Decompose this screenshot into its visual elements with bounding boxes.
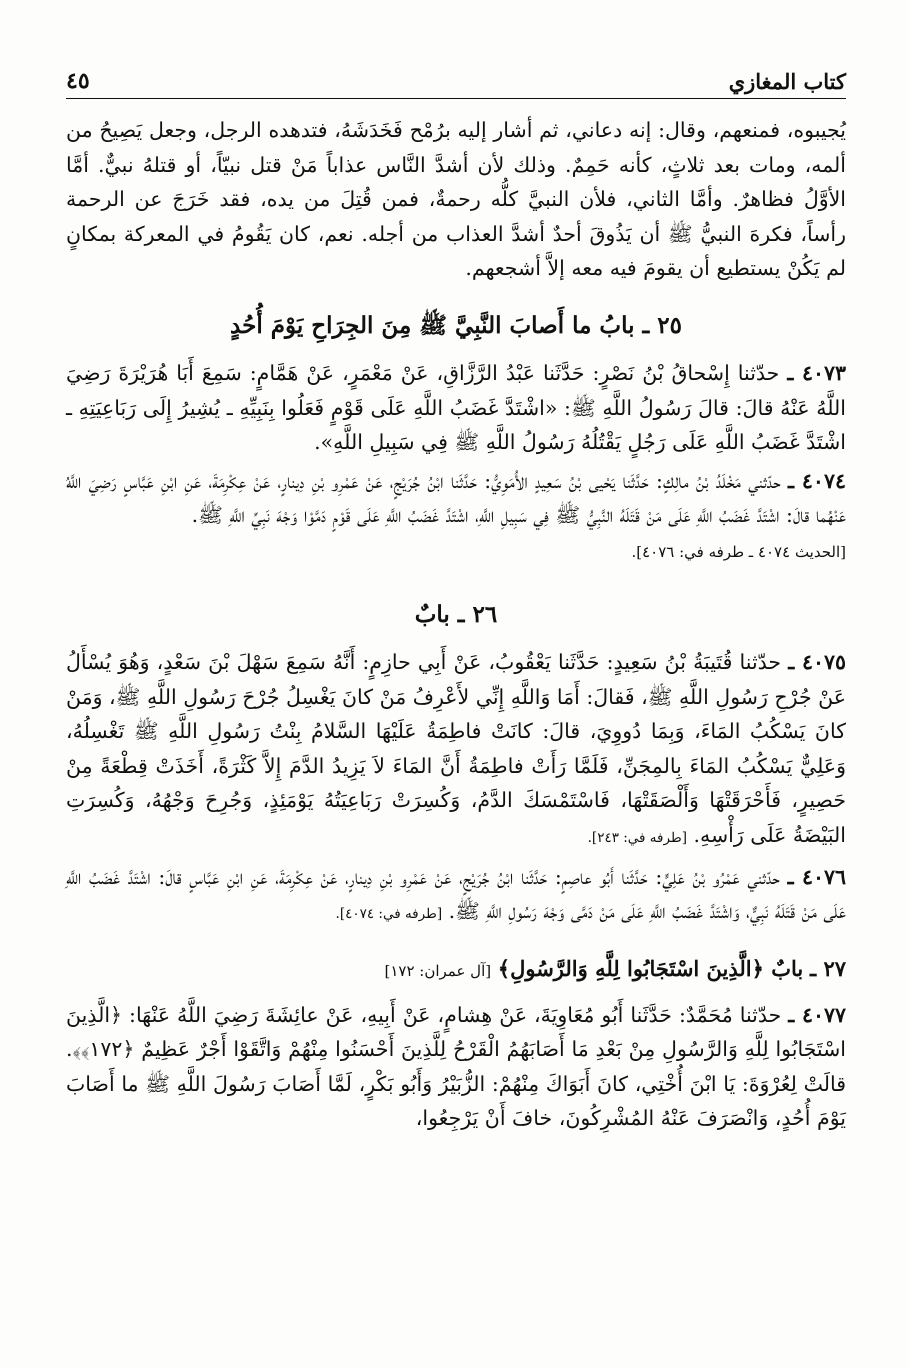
hadith-4077 [66, 998, 846, 1136]
hadith-4076 [66, 860, 846, 932]
chapter-26-heading: ٢٦ ـ بابٌ [414, 600, 498, 628]
quran-reference: [آل عمران: ١٧٢] [384, 961, 492, 980]
hadith-text: حدّثنا مُحَمَّدٌ: حَدَّثَنا أَبُو مُعَاوِيَةَ، عَنْ هِشامٍ، عَنْ أَبِيهِ، عَنْ عائِشَةَ رَضِيَ اللَّهُ عَنْهَا: ﴿الَّذِينَ اسْتَجَابُوا لِلَّهِ وَالرَّسُولِ مِنْ بَعْدِ مَا أَصَابَهُمُ الْقَرْحُ لِلَّذِينَ أَحْسَنُوا مِنْهُمْ وَاتَّقَوْا أَجْرٌ عَظِيمٌ ﴿١٧٢﴾﴾. قالَتْ لِعُرْوَةَ: يَا ابْنَ أُخْتِي، كانَ أَبَوَاكَ مِنْهُمْ: الزُّبَيْرُ وَأَبُو بَكْرٍ، لَمَّا أَصَابَ رَسُولَ اللَّهِ ﷺ ما أَصَابَ يَوْمَ أُحُدٍ، وَانْصَرَفَ عَنْهُ المُشْرِكُونَ، خافَ أَنْ يَرْجِعُوا، [66, 1002, 846, 1131]
hadith-text: حدّثني مَخْلَدُ بْنُ مالِكٍ: حَدَّثَنا يَحْيى بْنُ سَعِيدٍ الأُمَوِيُّ: حَدَّثَنا ابْنُ جُرَيْجٍ، عَنْ عَمْرِو بْنِ دِينارٍ، عَنْ عِكْرِمَةَ، عَنِ ابْنِ عَبَّاسٍ رَضِيَ اللَّهُ عَنْهُما قالَ: اشْتَدَّ غَضَبُ اللَّهِ عَلَى مَنْ قَتَلَهُ النَّبِيُّ ﷺ فِي سَبِيلِ اللَّهِ، اشْتَدَّ غَضَبُ اللَّهِ عَلَى قَوْمٍ دَمَّوْا وَجْهَ نَبِيِّ اللَّهِ ﷺ. [66, 468, 846, 528]
page-number: ٤٥ [66, 68, 90, 94]
hadith-reference: [طرفه في: ٤٠٧٤]. [335, 906, 443, 923]
chapter-number: ٢٧ ـ [809, 955, 846, 981]
book-title: كتاب المغازي [728, 69, 846, 94]
hadith-4075 [66, 645, 846, 856]
hadith-cross-reference-note: [الحديث ٤٠٧٤ ـ طرفه في: ٤٠٧٦]. [631, 542, 846, 561]
hadith-4074 [66, 464, 846, 533]
document-page [66, 60, 846, 1136]
header-rule [66, 98, 846, 99]
hadith-number: ٤٠٧٣ ـ [787, 360, 846, 385]
hadith-number: ٤٠٧٦ ـ [787, 864, 846, 889]
hadith-number: ٤٠٧٥ ـ [788, 649, 846, 674]
hadith-number: ٤٠٧٧ ـ [788, 1002, 846, 1027]
hadith-text: حدّثنا قُتَيبَةُ بْنُ سَعِيدٍ: حَدَّثَنا يَعْقُوبُ، عَنْ أَبِي حازِمٍ: أَنَّهُ سَمِعَ سَهْلَ بْنَ سَعْدٍ، وَهُوَ يُسْأَلُ عَنْ جُرْحِ رَسُولِ اللَّهِ ﷺ، فَقالَ: أَمَا وَاللَّهِ إِنِّي لأَعْرِفُ مَنْ كانَ يَغْسِلُ جُرْحَ رَسُولِ اللَّهِ ﷺ، وَمَنْ كانَ يَسْكُبُ المَاءَ، وَبِمَا دُووِيَ، قالَ: كانَتْ فاطِمَةُ عَلَيْهَا السَّلامُ بِنْتُ رَسُولِ اللَّهِ ﷺ تَغْسِلُهُ، وَعَلِيٌّ يَسْكُبُ المَاءَ بِالمِجَنِّ، فَلَمَّا رَأَتْ فاطِمَةُ أَنَّ المَاءَ لاَ يَزِيدُ الدَّمَ إِلاَّ كَثْرَةً، أَخَذَتْ قِطْعَةً مِنْ حَصِيرٍ، فَأَحْرَقَتْهَا وَأَلْصَقَتْهَا، فَاسْتَمْسَكَ الدَّمُ، وَكُسِرَتْ رَبَاعِيَتُهُ يَوْمَئِذٍ، وَجُرِحَ وَجْهُهُ، وَكُسِرَتِ البَيْضَةُ عَلَى رَأْسِهِ. [66, 649, 846, 847]
chapter-title: بابٌ ﴿الَّذِينَ اسْتَجَابُوا لِلَّهِ وَالرَّسُولِ﴾ [497, 955, 804, 981]
hadith-number: ٤٠٧٤ ـ [788, 468, 846, 493]
hadith-text: حدّثنا إِسْحاقُ بْنُ نَصْرٍ: حَدَّثَنا عَبْدُ الرَّزَّاقِ، عَنْ مَعْمَرٍ، عَنْ هَمَّامٍ: سَمِعَ أَبَا هُرَيْرَةَ رَضِيَ اللَّهُ عَنْهُ قالَ: قالَ رَسُولُ اللَّهِ ﷺ: «اشْتَدَّ غَضَبُ اللَّهِ عَلَى قَوْمٍ فَعَلُوا بِنَبِيِّهِ ـ يُشِيرُ إِلَى رَبَاعِيَتِهِ ـ اشْتَدَّ غَضَبُ اللَّهِ عَلَى رَجُلٍ يَقْتُلُهُ رَسُولُ اللَّهِ ﷺ فِي سَبِيلِ اللَّهِ». [66, 360, 846, 455]
running-header [66, 60, 846, 94]
hadith-4073 [66, 356, 846, 460]
hadith-reference: [طرفه في: ٢٤٣]. [587, 829, 687, 846]
chapter-27-heading [66, 950, 846, 990]
intro-paragraph: يُجيبوه، فمنعهم، وقال: إنه دعاني، ثم أشار إليه برُمْح فَخَدَشَهُ، فتدهده الرجل، وجعل يَصِيحُ من ألمه، ومات بعد ثلاثٍ، كأنه حَمِمٌ. وذلك لأن أشدَّ النَّاس عذاباً مَنْ قتل نبيّاً، أو قتلهُ نبيٌّ. أمَّا الأوَّلُ فظاهرٌ. وأمَّا الثاني، فلأن النبيَّ كلُّه رحمةٌ، فمن قُتِلَ من يده، فقد خَرَجَ عن الرحمة رأساً، فكرهَ النبيُّ ﷺ أن يَذُوقَ أحدٌ أشدَّ العذاب من أجله. نعم، كان يَقُومُ في المعركة بمكانٍ لم يَكُنْ يستطيع أن يقومَ فيه معه إلاَّ أشجعهم. [66, 118, 846, 281]
hadith-text: حدّثني عَمْرُو بْنُ عَلِيٍّ: حَدَّثَنا أَبُو عاصِمٍ: حَدَّثَنا ابْنُ جُرَيْجٍ، عَنْ عَمْرِو بْنِ دِينارٍ، عَنْ عِكْرِمَةَ، عَنِ ابْنِ عَبَّاسٍ قالَ: اشْتَدَّ غَضَبُ اللَّهِ عَلَى مَنْ قَتَلَهُ نَبِيٌّ، وَاشْتَدَّ غَضَبُ اللَّهِ عَلَى مَنْ دَمَّى وَجْهَ رَسُولِ اللَّهِ ﷺ. [66, 864, 846, 924]
chapter-25-heading: ٢٥ ـ بابُ ما أَصابَ النَّبِيَّ ﷺ مِنَ الجِرَاحِ يَوْمَ أُحُدٍ [230, 311, 682, 339]
